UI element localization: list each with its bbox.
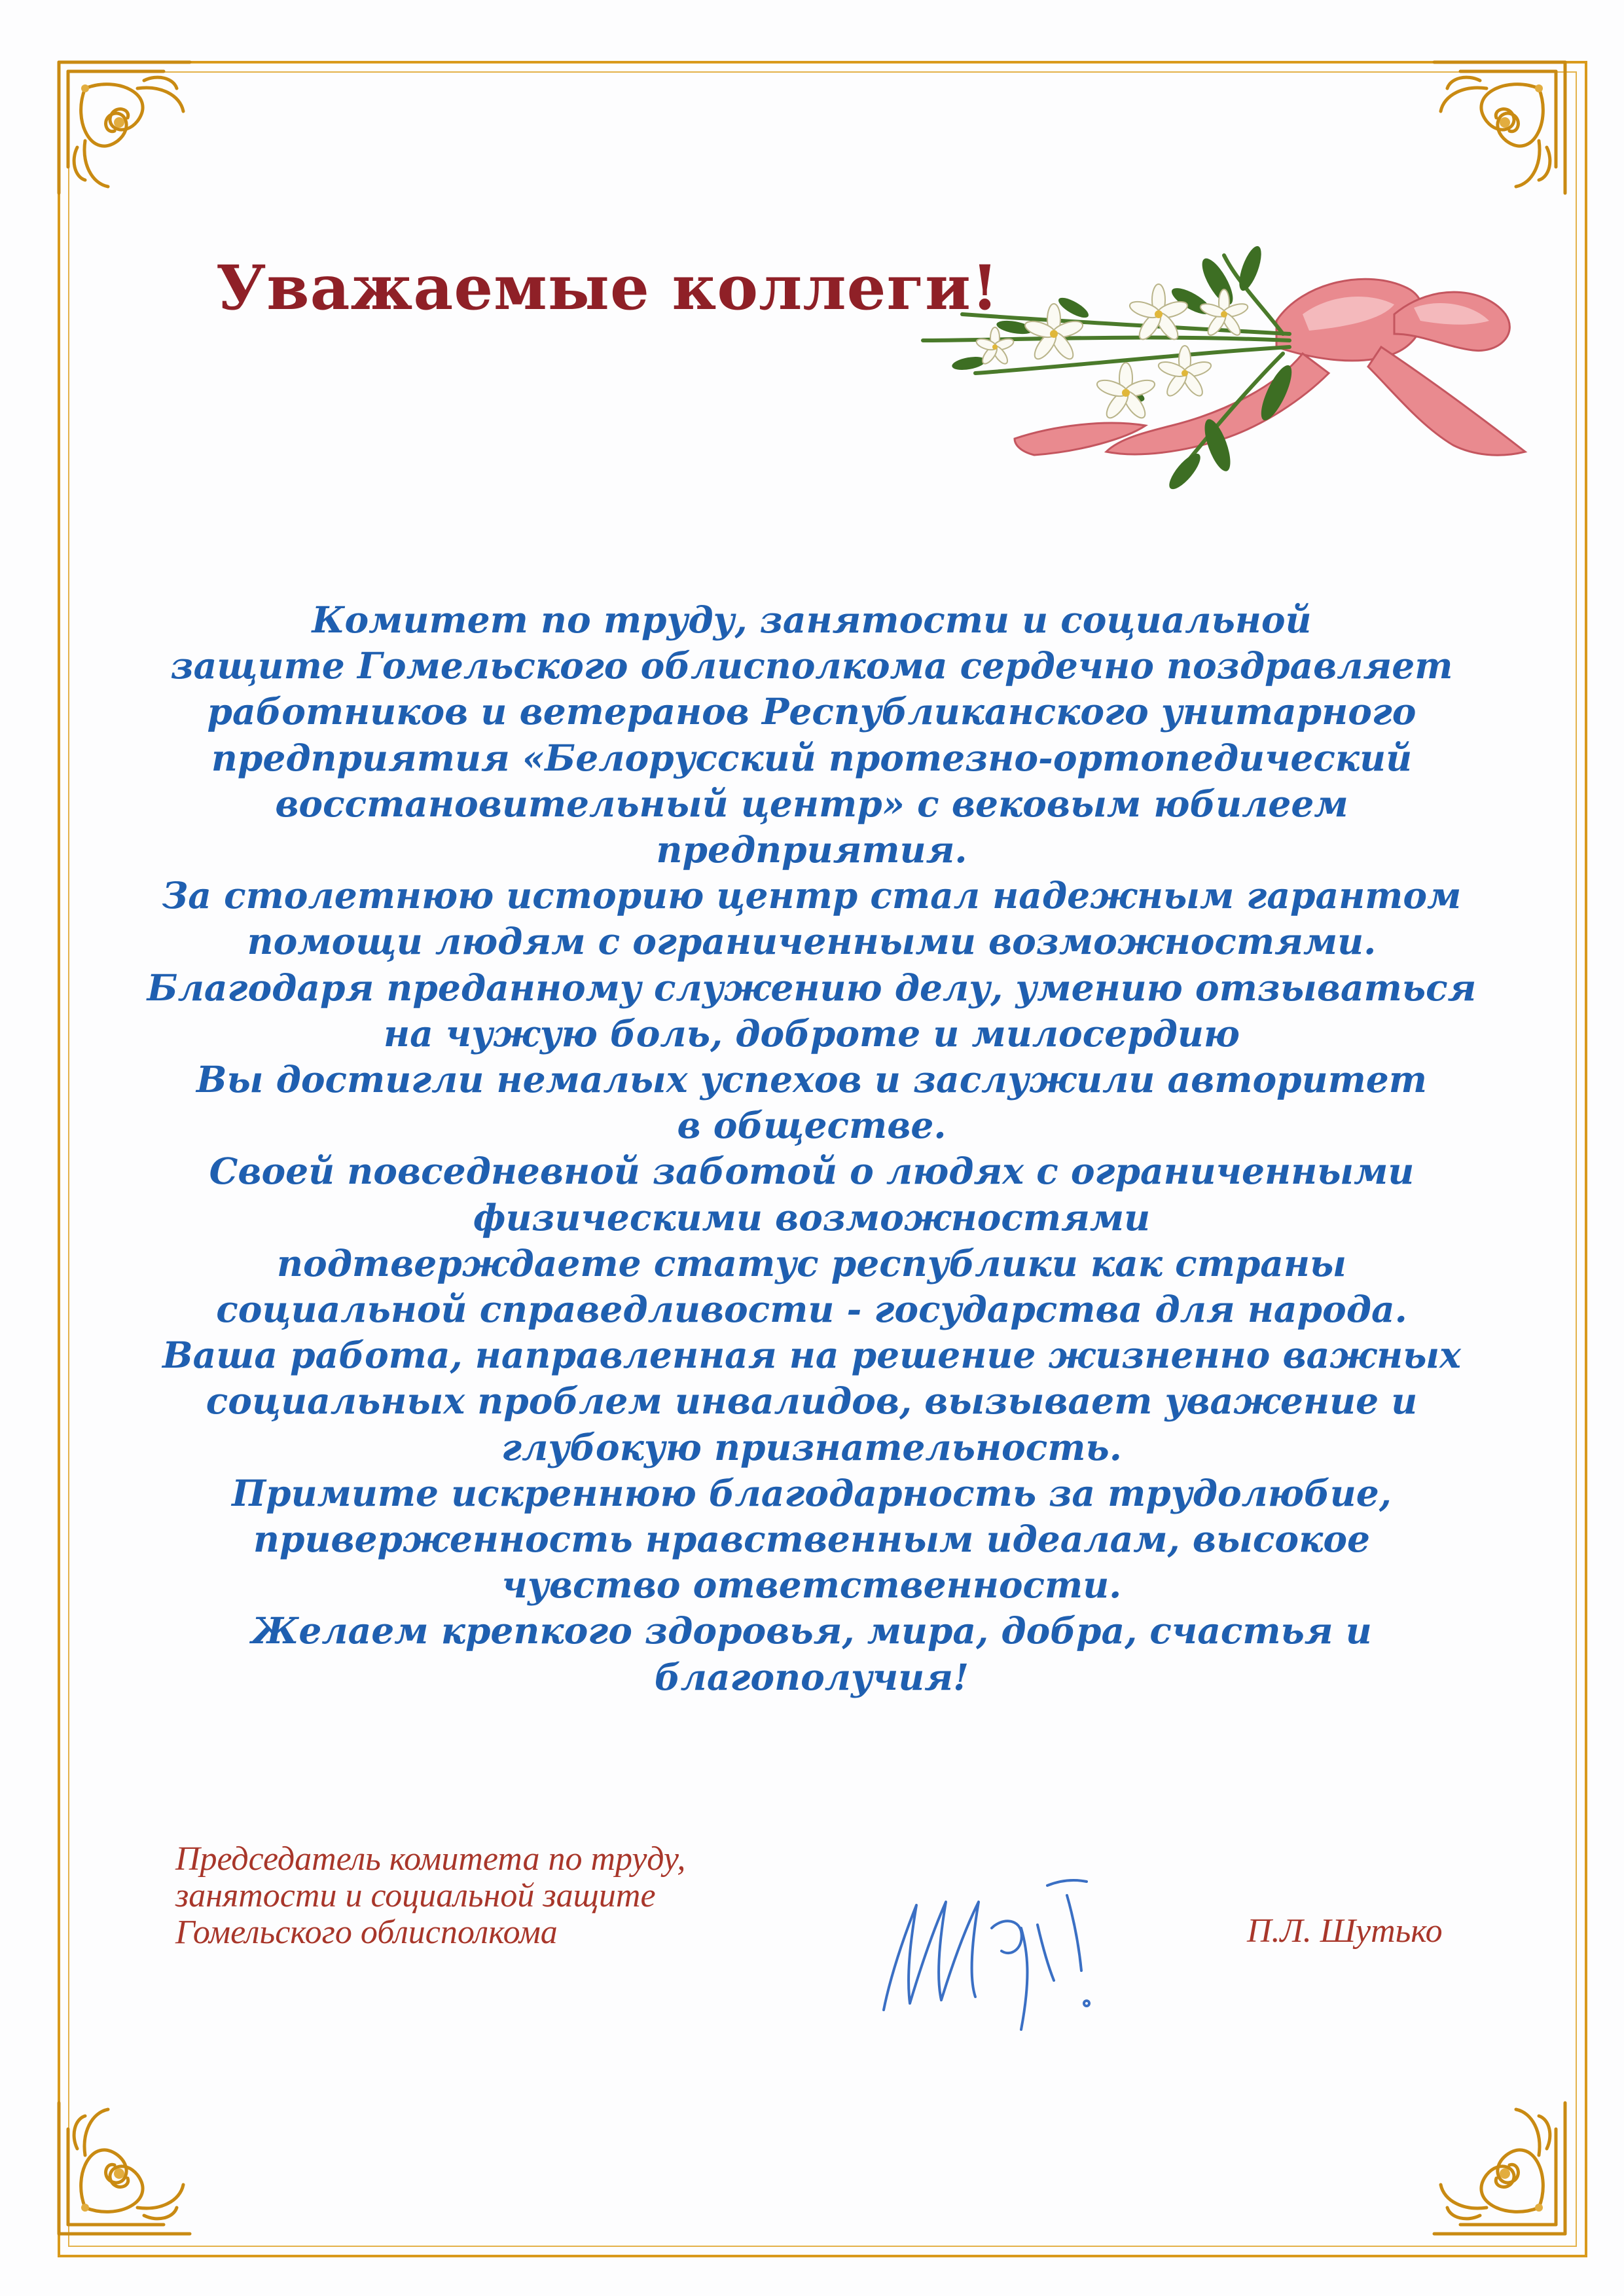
body-line: Благодаря преданному служению делу, умению отзываться: [147, 966, 1477, 1009]
signer-title: [175, 1841, 685, 1951]
body-line: благополучия!: [654, 1655, 969, 1698]
body-line: помощи людям с ограниченными возможностями.: [247, 920, 1377, 963]
body-line: восстановительный центр» с вековым юбилеем: [275, 782, 1348, 825]
corner-ornament-bottom-left: [46, 2096, 196, 2247]
signer-title-line: занятости и социальной защите: [175, 1877, 656, 1914]
body-line: предприятия.: [656, 828, 967, 871]
body-line: предприятия «Белорусский протезно-ортопедический: [211, 736, 1413, 779]
body-line: Ваша работа, направленная на решение жизненно важных: [162, 1334, 1461, 1377]
signer-name: П.Л. Шутько: [1247, 1912, 1443, 1950]
body-line: Вы достигли немалых успехов и заслужили авторитет: [196, 1058, 1427, 1101]
corner-ornament-top-right: [1428, 49, 1578, 200]
body-line: Комитет по труду, занятости и социальной: [312, 598, 1312, 641]
body-line: чувство ответственности.: [501, 1563, 1122, 1607]
corner-ornament-top-left: [46, 49, 196, 200]
body-line: приверженность нравственным идеалам, высокое: [253, 1518, 1370, 1561]
body-line: Примите искреннюю благодарность за трудолюбие,: [232, 1471, 1392, 1514]
bouquet-illustration: [910, 242, 1545, 504]
handwritten-signature: [871, 1866, 1119, 2043]
body-line: работников и ветеранов Республиканского унитарного: [207, 690, 1416, 733]
body-line: подтверждаете статус республики как страны: [277, 1241, 1346, 1285]
corner-ornament-bottom-right: [1428, 2096, 1578, 2247]
body-line: социальной справедливости - государства для народа.: [216, 1288, 1407, 1331]
body-line: социальных проблем инвалидов, вызывает уважение и: [206, 1379, 1418, 1423]
body-line: защите Гомельского облисполкома сердечно поздравляет: [170, 644, 1453, 687]
body-line: глубокую признательность.: [501, 1425, 1122, 1468]
body-line: За столетнюю историю центр стал надежным гарантом: [162, 874, 1462, 917]
body-line: на чужую боль, доброте и милосердию: [384, 1011, 1240, 1055]
body-line: Своей повседневной заботой о людях с ограниченными: [209, 1150, 1415, 1193]
greeting-heading: Уважаемые коллеги!: [216, 252, 1000, 324]
signer-title-line: Гомельского облисполкома: [175, 1914, 558, 1951]
letter-body: [105, 597, 1519, 1700]
signer-title-line: Председатель комитета по труду,: [175, 1840, 686, 1878]
body-line: Желаем крепкого здоровья, мира, добра, счастья и: [251, 1609, 1372, 1652]
body-line: физическими возможностями: [473, 1195, 1151, 1239]
body-line: в обществе.: [677, 1104, 947, 1147]
